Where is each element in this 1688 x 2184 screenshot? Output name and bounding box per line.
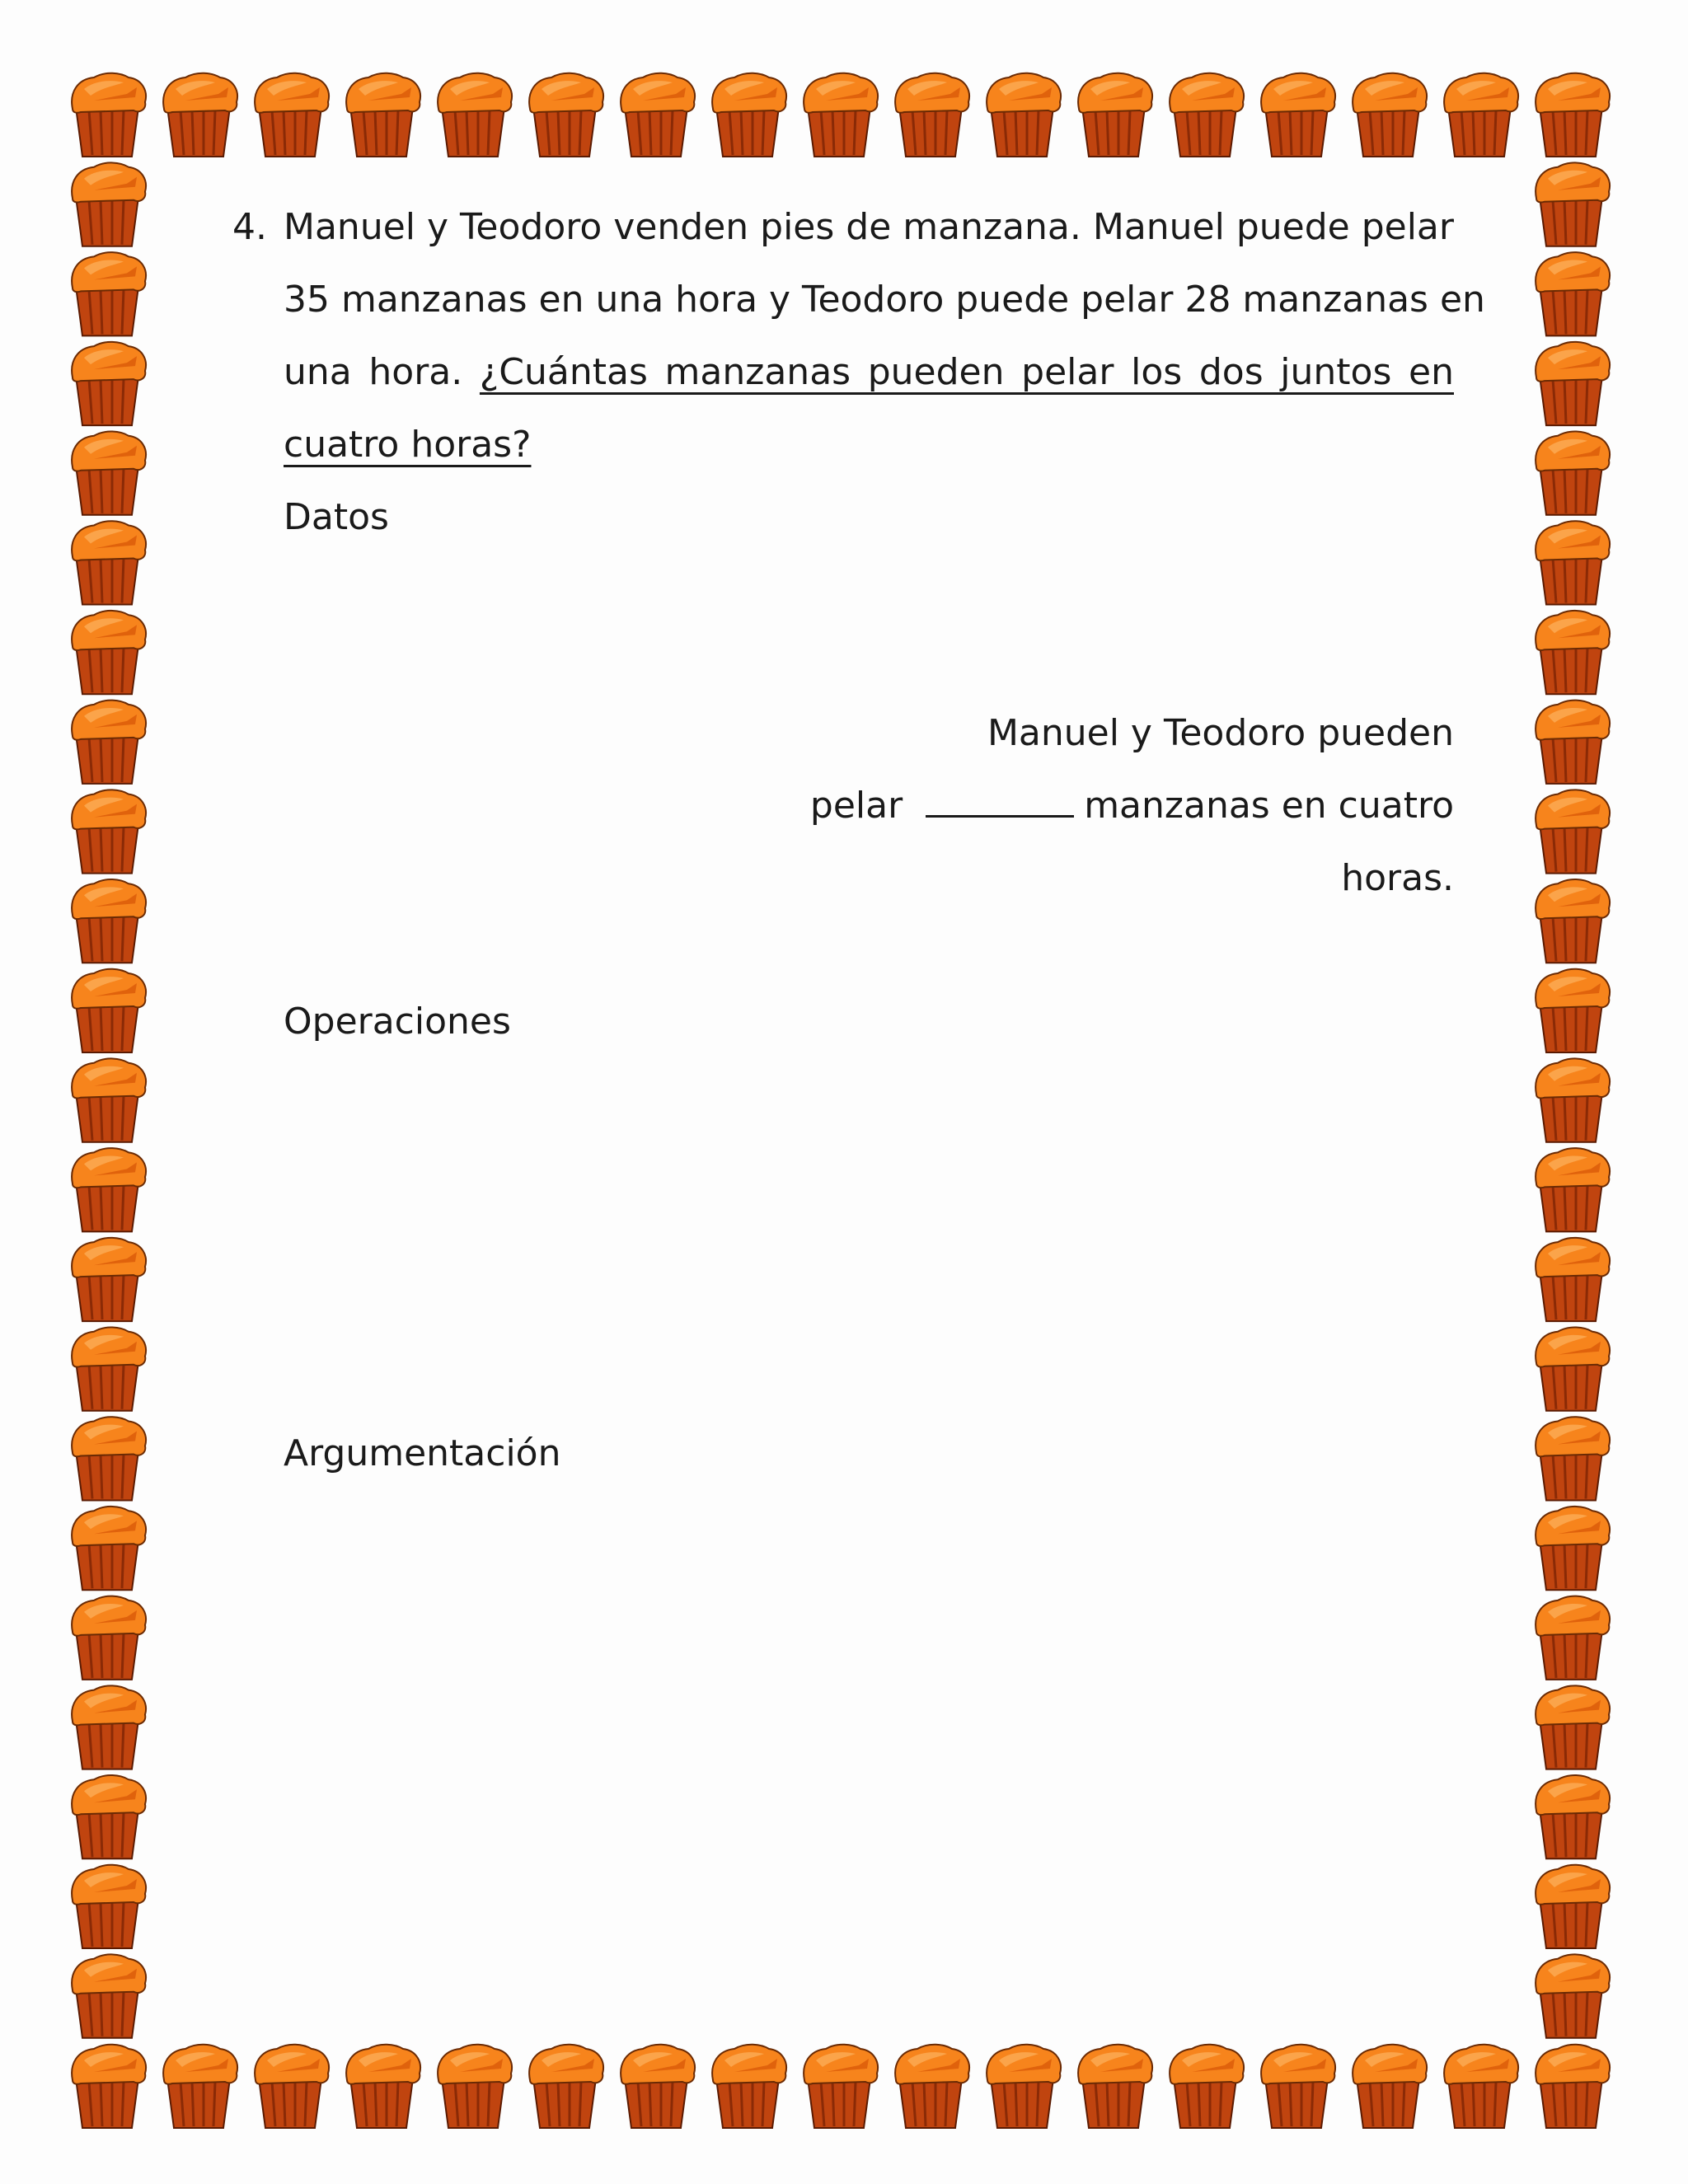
problem-line-2: 35 manzanas en una hora y Teodoro puede pelar 28 manzanas en <box>284 279 1485 321</box>
muffin-icon <box>72 432 146 515</box>
muffin-icon <box>1444 2045 1518 2128</box>
muffin-icon <box>804 73 878 157</box>
muffin-icon <box>72 1507 146 1590</box>
muffin-icon <box>1536 1148 1610 1231</box>
muffin-icon <box>621 73 695 157</box>
muffin-icon <box>72 1954 146 2037</box>
muffin-icon <box>72 790 146 873</box>
muffin-icon <box>72 1238 146 1321</box>
muffin-icon <box>1170 73 1244 157</box>
muffin-icon <box>72 252 146 335</box>
muffin-icon <box>72 73 146 157</box>
muffin-icon <box>1536 611 1610 694</box>
muffin-icon <box>804 2045 878 2128</box>
muffin-icon <box>163 73 237 157</box>
muffin-icon <box>1536 432 1610 515</box>
question-part-2-line <box>284 409 531 481</box>
muffin-icon <box>529 73 603 157</box>
muffin-icon <box>621 2045 695 2128</box>
section-operaciones: Operaciones <box>284 1001 511 1043</box>
muffin-icon <box>438 2045 512 2128</box>
muffin-icon <box>1078 73 1152 157</box>
problem-line-3 <box>284 336 1454 409</box>
muffin-icon <box>72 162 146 246</box>
muffin-icon <box>72 1328 146 1411</box>
muffin-icon <box>1536 879 1610 963</box>
muffin-icon <box>1536 1507 1610 1590</box>
muffin-icon <box>1444 73 1518 157</box>
muffin-icon <box>72 1148 146 1231</box>
muffin-icon <box>1536 790 1610 873</box>
muffin-icon <box>72 969 146 1052</box>
answer-line-1: Manuel y Teodoro pueden <box>987 712 1454 754</box>
muffin-icon <box>1536 1685 1610 1769</box>
muffin-icon <box>72 1775 146 1858</box>
muffin-icon <box>1536 1954 1610 2037</box>
muffin-icon <box>987 2045 1061 2128</box>
muffin-icon <box>255 2045 329 2128</box>
muffin-icon <box>72 879 146 963</box>
muffin-icon <box>1536 969 1610 1052</box>
answer-blank[interactable] <box>926 782 1074 818</box>
muffin-icon <box>1170 2045 1244 2128</box>
muffin-icon <box>255 73 329 157</box>
muffin-icon <box>1536 1775 1610 1858</box>
muffin-icon <box>1261 73 1335 157</box>
muffin-icon <box>1536 2045 1610 2128</box>
muffin-icon <box>1353 2045 1427 2128</box>
muffin-icon <box>895 73 969 157</box>
muffin-icon <box>1536 1417 1610 1500</box>
muffin-icon <box>1078 2045 1152 2128</box>
muffin-icon <box>1536 162 1610 246</box>
answer-prefix: pelar <box>809 785 903 827</box>
muffin-icon <box>1536 1328 1610 1411</box>
muffin-icon <box>1536 73 1610 157</box>
muffin-icon <box>346 2045 420 2128</box>
muffin-icon <box>1536 1058 1610 1141</box>
section-datos: Datos <box>284 496 389 538</box>
muffin-icon <box>1536 252 1610 335</box>
muffin-icon <box>72 1417 146 1500</box>
muffin-icon <box>1536 1238 1610 1321</box>
muffin-icon <box>163 2045 237 2128</box>
question-part-2: cuatro horas? <box>284 424 532 466</box>
muffin-icon <box>72 2045 146 2128</box>
muffin-icon <box>1536 1865 1610 1948</box>
muffin-icon <box>72 1865 146 1948</box>
answer-line-3: horas. <box>1341 857 1454 899</box>
muffin-icon <box>1261 2045 1335 2128</box>
muffin-icon <box>712 73 786 157</box>
muffin-icon <box>438 73 512 157</box>
muffin-icon <box>1536 701 1610 784</box>
question-part-1: ¿Cuántas manzanas pueden pelar los dos juntos en <box>479 351 1454 393</box>
muffin-icon <box>529 2045 603 2128</box>
muffin-icon <box>1536 521 1610 604</box>
muffin-icon <box>346 73 420 157</box>
muffin-icon <box>72 1596 146 1680</box>
section-argumentacion: Argumentación <box>284 1432 561 1474</box>
muffin-icon <box>72 1685 146 1769</box>
problem-line-3-text: una hora. <box>284 351 463 393</box>
muffin-icon <box>72 342 146 425</box>
problem-number: 4. <box>232 206 267 248</box>
muffin-icon <box>1536 342 1610 425</box>
muffin-icon <box>895 2045 969 2128</box>
answer-suffix: manzanas en cuatro <box>1084 785 1454 827</box>
muffin-icon <box>1353 73 1427 157</box>
muffin-icon <box>72 1058 146 1141</box>
muffin-icon <box>987 73 1061 157</box>
answer-line-2 <box>810 770 1454 842</box>
muffin-icon <box>72 611 146 694</box>
muffin-icon <box>1536 1596 1610 1680</box>
muffin-icon <box>72 701 146 784</box>
muffin-icon <box>712 2045 786 2128</box>
problem-line-1: Manuel y Teodoro venden pies de manzana. Manuel puede pelar <box>284 206 1454 248</box>
muffin-icon <box>72 521 146 604</box>
